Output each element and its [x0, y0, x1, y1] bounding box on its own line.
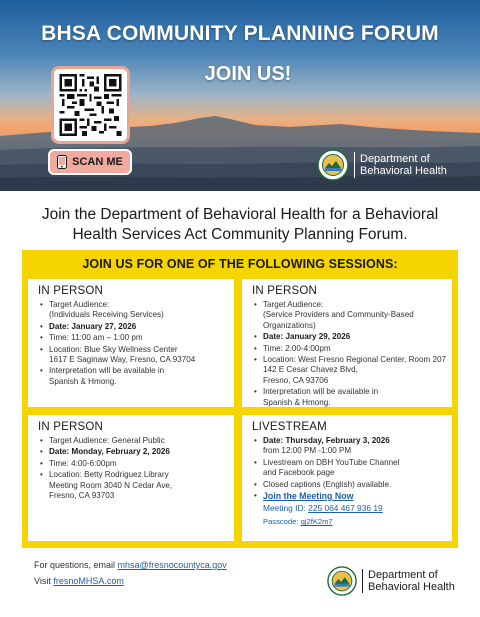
join-meeting-link[interactable]: Join the Meeting Now	[263, 491, 354, 502]
questions-prefix: For questions, email	[34, 560, 118, 570]
visit-line	[34, 573, 227, 589]
session-interpretation: • Interpretation will be available in Spanish & Hmong.	[252, 387, 446, 408]
session-details	[38, 300, 228, 387]
meeting-id-value[interactable]: 225 064 467 936 19	[308, 503, 383, 514]
session-card-1	[28, 279, 234, 407]
session-date: • Date: January 29, 2026	[252, 332, 446, 342]
scan-me-label: SCAN ME	[72, 156, 123, 168]
questions-line	[34, 557, 227, 573]
session-audience: • Target Audience: (Service Providers and Community-Based Organizations)	[252, 300, 446, 331]
session-card-4	[242, 415, 452, 541]
session-card-2	[242, 279, 452, 407]
intro-text	[20, 205, 460, 245]
session-details	[252, 300, 446, 408]
session-card-3	[28, 415, 234, 541]
email-link[interactable]: mhsa@fresnocountyca.gov	[117, 560, 227, 570]
website-link[interactable]: fresnoMHSA.com	[53, 576, 124, 586]
passcode-value[interactable]: qj2fK2m7	[300, 517, 333, 527]
logo-line-2: Behavioral Health	[368, 581, 455, 593]
intro-line-2: Health Services Act Community Planning Forum.	[72, 226, 408, 243]
passcode-label: Passcode:	[263, 517, 301, 527]
intro-line-1: Join the Department of Behavioral Health for a Behavioral	[41, 206, 439, 223]
scan-me-button[interactable]	[48, 149, 132, 175]
session-captions: • Closed captions (English) available.	[252, 480, 446, 490]
qr-code-icon	[59, 74, 122, 136]
session-heading: IN PERSON	[252, 285, 318, 297]
logo-line-1: Department of	[360, 153, 430, 165]
session-location: • Location: West Fresno Regional Center, Room 207 142 E Cesar Chavez Blvd, Fresno, CA 93706	[252, 355, 446, 386]
session-interpretation: • Interpretation will be available in Spanish & Hmong.	[38, 366, 228, 387]
logo-divider	[354, 152, 355, 178]
session-date: • Date: Monday, February 2, 2026	[38, 447, 228, 457]
session-details	[38, 436, 228, 501]
logo-text	[368, 569, 455, 593]
session-heading: IN PERSON	[38, 285, 104, 297]
logo-divider	[362, 569, 363, 593]
session-audience: • Target Audience: (Individuals Receiving Services)	[38, 300, 228, 321]
passcode-line	[252, 517, 446, 527]
sessions-panel	[22, 250, 458, 548]
forum-title: BHSA COMMUNITY PLANNING FORUM	[41, 22, 439, 45]
phone-icon	[57, 155, 67, 169]
session-details	[252, 436, 446, 502]
footer-dbh-logo	[327, 566, 455, 596]
session-location: • Location: Blue Sky Wellness Center 1617 E Saginaw Way, Fresno, CA 93704	[38, 345, 228, 366]
logo-line-1: Department of	[368, 569, 438, 581]
session-time: • Time: 11:00 am – 1:00 pm	[38, 333, 228, 343]
join-us-heading: JOIN US!	[204, 63, 292, 85]
footer-contact	[34, 557, 227, 589]
session-date: • Date: Thursday, February 3, 2026 from 12:00 PM -1:00 PM	[252, 436, 446, 457]
session-time: • Time: 2:00-4:00pm	[252, 344, 446, 354]
hero-banner	[0, 0, 480, 191]
logo-line-2: Behavioral Health	[360, 165, 447, 177]
visit-prefix: Visit	[34, 576, 54, 586]
sessions-banner: JOIN US FOR ONE OF THE FOLLOWING SESSIONS:	[82, 257, 398, 271]
session-heading: IN PERSON	[38, 421, 104, 433]
dbh-logo	[317, 149, 447, 181]
county-seal-icon	[317, 149, 349, 181]
qr-code[interactable]	[51, 66, 130, 144]
meeting-id-label: Meeting ID:	[263, 503, 309, 514]
meeting-id-line	[252, 503, 446, 514]
session-date: • Date: January 27, 2026	[38, 322, 228, 332]
session-location: • Location: Betty Rodriguez Library Meeting Room 3040 N Cedar Ave, Fresno, CA 93703	[38, 470, 228, 501]
county-seal-icon	[327, 566, 357, 596]
join-meeting-item	[252, 491, 446, 502]
session-heading: LIVESTREAM	[252, 421, 327, 433]
logo-text	[360, 153, 447, 177]
session-livestream: • Livestream on DBH YouTube Channel and Facebook page	[252, 458, 446, 479]
session-audience: • Target Audience: General Public	[38, 436, 228, 446]
session-time: • Time: 4:00-6:00pm	[38, 459, 228, 469]
